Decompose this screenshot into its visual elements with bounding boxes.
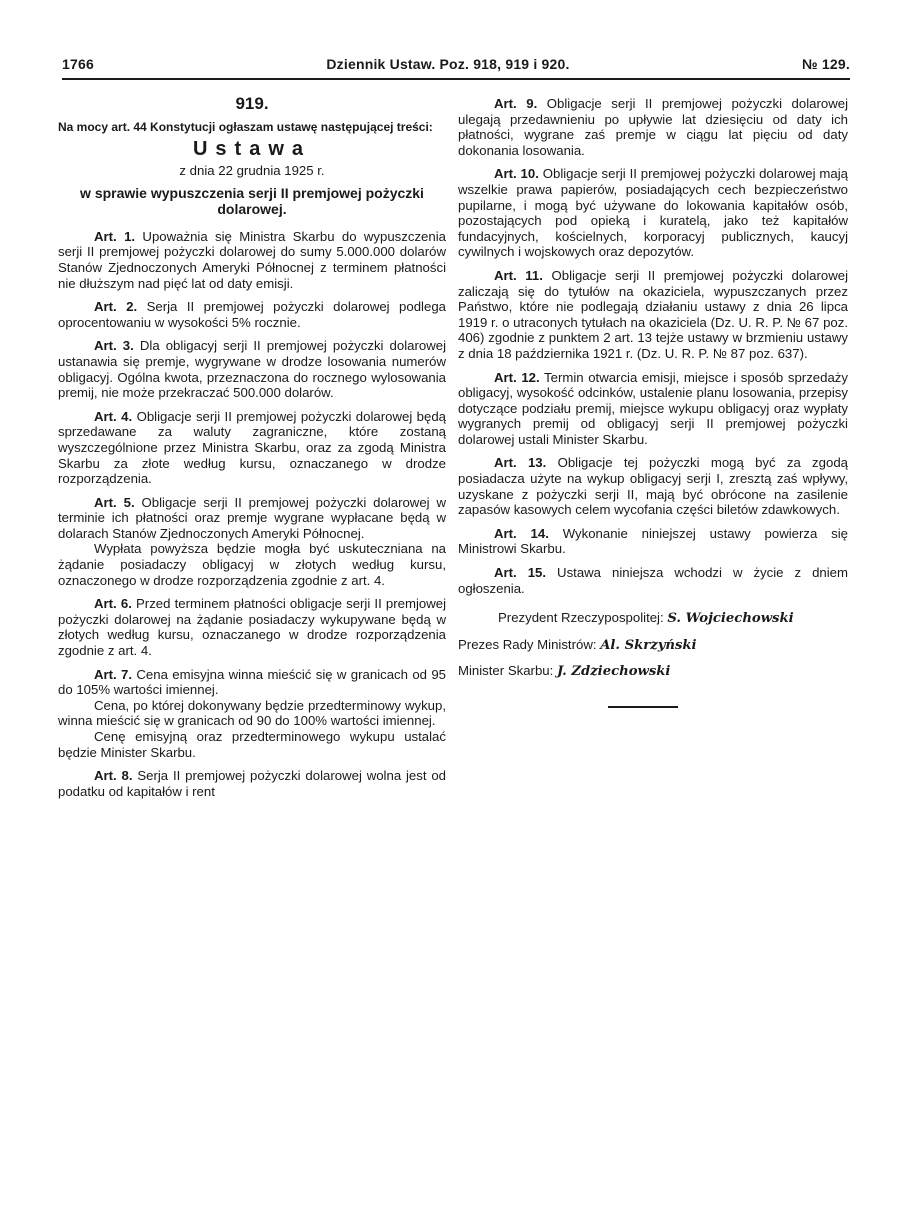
document-subject: w sprawie wypuszczenia serji II premjowej pożyczki dolarowej. [80, 184, 424, 217]
article-5 [58, 495, 446, 542]
signature-role: Prezydent Rzeczypospolitej: [498, 610, 664, 626]
signature-treasury-minister [458, 663, 848, 680]
article-label: Art. 2. [94, 299, 138, 315]
end-divider [608, 706, 678, 708]
article-6 [58, 596, 446, 658]
document-number: 919. [235, 94, 269, 113]
signature-name: J. Zdziechowski [556, 664, 671, 680]
article-label: Art. 8. [94, 768, 133, 784]
article-text: Upoważnia się Ministra Skarbu do wypuszczenia serji II premjowej pożyczki dolarowej do sumy 5.000.000 dolarów Stanów Zjednoczonych Ameryki Północnej z terminem płatności nie dłuższym nad pięć lat od daty emisji. [58, 228, 446, 291]
article-2 [58, 299, 446, 330]
article-text: Ustawa niniejsza wchodzi w życie z dniem ogłoszenia. [458, 565, 848, 596]
article-label: Art. 11. [494, 267, 543, 283]
document-title: Ustawa [192, 137, 312, 160]
article-label: Art. 10. [494, 166, 539, 182]
signature-president [458, 610, 848, 627]
left-column [58, 96, 446, 807]
article-10 [458, 166, 848, 260]
signature-role: Prezes Rady Ministrów: [458, 636, 597, 652]
signature-role: Minister Skarbu: [458, 663, 554, 679]
article-11 [458, 268, 848, 362]
article-7 [58, 667, 446, 698]
article-text: Obligacje serji II premjowej pożyczki dolarowej będą sprzedawane za waluty zagraniczne, które zostaną wyszczególnione przez Ministra Skarbu, oraz za zgodą Ministra Skarbu za złote według kursu, oznaczanego w drodze rozporządzenia. [58, 408, 447, 487]
document-date: z dnia 22 grudnia 1925 r. [179, 163, 325, 179]
page-header [62, 56, 850, 72]
article-5-continuation: Wypłata powyższa będzie mogła być uskuteczniana na żądanie posiadaczy obligacyj w złotych według kursu, oznaczonego w drodze rozporządzenia zgodnie z art. 4. [58, 541, 446, 588]
article-8 [58, 768, 446, 799]
signature-name: S. Wojciechowski [667, 611, 794, 627]
article-label: Art. 14. [494, 525, 549, 541]
article-label: Art. 6. [94, 596, 132, 612]
article-text: Serja II premjowej pożyczki dolarowej podlega oprocentowaniu w wysokości 5% rocznie. [58, 299, 446, 330]
article-4 [58, 409, 446, 487]
issue-number: № 129. [802, 56, 850, 72]
article-label: Art. 4. [94, 408, 133, 424]
right-column [458, 96, 848, 708]
preamble: Na mocy art. 44 Konstytucji ogłaszam ustawę następującej treści: [58, 119, 433, 134]
article-text: Obligacje serji II premjowej pożyczki dolarowej ulegają przedawnieniu po upływie lat dziesięciu od daty ich płatności, wygrane zaś premje w ciągu lat pięciu od daty dokonania losowania. [458, 96, 849, 158]
article-13 [458, 455, 848, 517]
article-1 [58, 229, 446, 291]
journal-title: Dziennik Ustaw. Poz. 918, 919 i 920. [326, 56, 570, 72]
article-text: Wykonanie niniejszej ustawy powierza się Ministrowi Skarbu. [458, 525, 848, 557]
article-text: Dla obligacyj serji II premjowej pożyczki dolarowej ustanawia się premje, wygrywane w drodze losowania numerów obligacyj. Ogólna kwota, przeznaczona do rocznego wylosowania premij, nie może przekraczać 500.000 dolarów. [58, 338, 446, 401]
article-text: Obligacje serji II premjowej pożyczki dolarowej zaliczają się do tytułów na okaziciela, wypuszczanych przez Państwo, które nie podlegają działaniu ustawy z dnia 26 lipca 1919 r. o utraconych tytułach na okaziciela (Dz. U. R. P. № 67 poz. 406) zgodnie z punktem 2 art. 13 tejże ustawy w brzmieniu ustawy z dnia 18 października 1921 r. (Dz. U. R. P. № 87 poz. 637). [458, 267, 849, 361]
article-12 [458, 370, 848, 448]
article-text: Obligacje serji II premjowej pożyczki dolarowej w terminie ich płatności oraz premje wygrane wypłacane będą w dolarach Stanów Zjednoczonych Ameryki Północnej. [58, 494, 447, 541]
article-text: Obligacje tej pożyczki mogą być za zgodą posiadacza użyte na wykup obligacyj serji I, zresztą zaś wpływy, uzyskane z pożyczki serji II, mają być obrócone na zasilenie zapasów kasowych celem wycofania części biletów zdawkowych. [458, 455, 848, 518]
article-label: Art. 12. [494, 369, 540, 385]
article-label: Art. 1. [94, 228, 136, 244]
header-divider [62, 78, 850, 80]
article-text: Cena emisyjna winna mieścić się w granicach od 95 do 105% wartości imiennej. [58, 666, 446, 698]
article-7-continuation-2: Cenę emisyjną oraz przedterminowego wykupu ustalać będzie Minister Skarbu. [58, 729, 446, 760]
article-text: Obligacje serji II premjowej pożyczki dolarowej mają wszelkie prawa papierów, posiadających cech bezpieczeństwo pupilarne, i mogą być używane do lokowania kapitałów osób, pozostających pod opieką i kuratelą, jako też kapitałów fundacyjnych, kościelnych, korporacyj publicznych, kaucyj cywilnych i wojskowych oraz depozytów. [458, 166, 848, 260]
article-9 [458, 96, 848, 158]
signature-name: Al. Skrzyński [600, 637, 697, 653]
article-label: Art. 9. [494, 96, 538, 111]
article-text: Serja II premjowej pożyczki dolarowej wolna jest od podatku od kapitałów i rent [58, 768, 446, 799]
article-label: Art. 13. [494, 455, 547, 471]
article-14 [458, 526, 848, 557]
page-number: 1766 [62, 56, 94, 72]
article-text: Przed terminem płatności obligacje serji II premjowej pożyczki dolarowej na żądanie posiadaczy wykupywane będą w złotych według kursu, oznaczanego w drodze rozporządzenia zgodnie z art. 4. [58, 596, 446, 659]
article-label: Art. 7. [94, 666, 133, 682]
article-label: Art. 15. [494, 565, 547, 581]
article-label: Art. 3. [94, 338, 134, 354]
article-label: Art. 5. [94, 494, 135, 510]
article-text: Termin otwarcia emisji, miejsce i sposób sprzedaży obligacyj, wysokość odcinków, ustalenie planu losowania, przepisy dotyczące podziału premij, miejsce wykupu obligacyj oraz wypłaty wygranych premij od obligacyj serji II premjowej pożyczki dolarowej ustali Minister Skarbu. [458, 369, 848, 447]
article-15 [458, 565, 848, 596]
signature-prime-minister [458, 637, 848, 654]
article-3 [58, 338, 446, 400]
article-7-continuation: Cena, po której dokonywany będzie przedterminowy wykup, winna mieścić się w granicach od 90 do 100% wartości imiennej. [58, 697, 446, 729]
